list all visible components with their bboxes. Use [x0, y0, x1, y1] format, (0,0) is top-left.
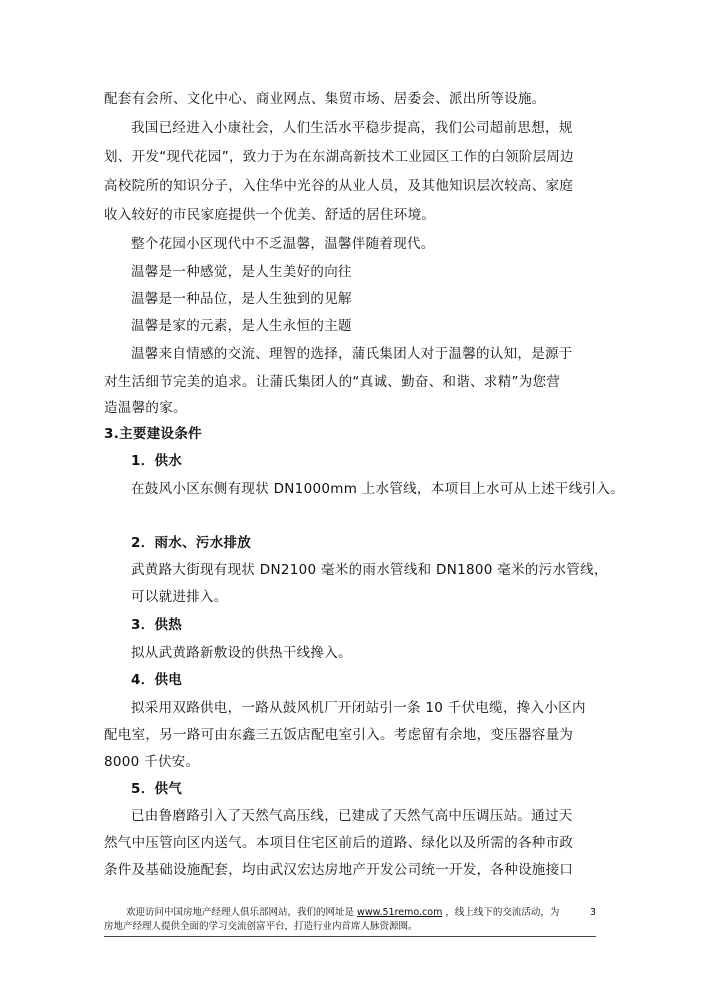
paragraph-line: 收入较好的市民家庭提供一个优美、舒适的居住环境。 [104, 207, 436, 223]
footer-line-2: 房地产经理人提供全面的学习交流创富平台，打造行业内首席人脉资源圈。 [104, 921, 418, 932]
paragraph-line: 温馨是一种品位，是人生独到的见解 [131, 291, 352, 307]
paragraph-line: 温馨来自情感的交流、理智的选择，蒲氏集团人对于温馨的认知，是源于 [131, 346, 573, 362]
paragraph-line: 我国已经进入小康社会，人们生活水平稳步提高，我们公司超前思想，规 [131, 120, 573, 136]
page-number: 3 [589, 907, 596, 918]
paragraph-line: 高校院所的知识分子，入住华中光谷的从业人员，及其他知识层次较高、家庭 [104, 178, 574, 194]
footer-line-1 [104, 906, 596, 919]
paragraph-line: 8000 千伏安。 [104, 754, 200, 770]
paragraph-line: 整个花园小区现代中不乏温馨，温馨伴随着现代。 [131, 236, 435, 252]
section-heading: 3.主要建设条件 [104, 426, 202, 442]
footer-text: 欢迎访问中国房地产经理人俱乐部网站，我们的网址是 [126, 907, 355, 918]
paragraph-line: 可以就进排入。 [131, 589, 228, 605]
subsection-heading: 5．供气 [131, 781, 183, 797]
paragraph-line: 条件及基础设施配套，均由武汉宏达房地产开发公司统一开发，各种设施接口 [104, 862, 574, 878]
paragraph-line: 武黄路大街现有现状 DN2100 毫米的雨水管线和 DN1800 毫米的污水管线， [131, 562, 608, 578]
paragraph-line: 温馨是一种感觉，是人生美好的向往 [131, 264, 352, 280]
paragraph-line: 划、开发“现代花园”，致力于为在东湖高新技术工业园区工作的白领阶层周边 [104, 149, 574, 165]
paragraph-line: 造温馨的家。 [104, 400, 187, 416]
paragraph-line: 对生活细节完美的追求。让蒲氏集团人的“真诚、勤奋、和谐、求精”为您营 [104, 374, 561, 390]
subsection-heading: 1．供水 [131, 453, 183, 469]
paragraph-line: 然气中压管向区内送气。本项目住宅区前后的道路、绿化以及所需的各种市政 [104, 835, 574, 851]
paragraph-line: 拟采用双路供电，一路从鼓风机厂开闭站引一条 10 千伏电缆，搀入小区内 [131, 700, 586, 716]
paragraph-line: 温馨是家的元素，是人生永恒的主题 [131, 318, 352, 334]
footer-text: ，线上线下的交流活动，为 [445, 907, 560, 918]
footer-rule [104, 936, 596, 937]
subsection-heading: 3．供热 [131, 617, 183, 633]
paragraph-line: 拟从武黄路新敷设的供热干线搀入。 [131, 645, 352, 661]
paragraph-line: 配套有会所、文化中心、商业网点、集贸市场、居委会、派出所等设施。 [104, 91, 546, 107]
paragraph-line: 配电室，另一路可由东鑫三五饭店配电室引入。考虑留有余地，变压器容量为 [104, 727, 574, 743]
paragraph-line: 在鼓风小区东侧有现状 DN1000mm 上水管线，本项目上水可从上述干线引入。 [131, 481, 624, 497]
paragraph-line: 已由鲁磨路引入了天然气高压线，已建成了天然气高中压调压站。通过天 [131, 808, 573, 824]
subsection-heading: 4．供电 [131, 672, 183, 688]
subsection-heading: 2．雨水、污水排放 [131, 535, 252, 551]
website-link[interactable]: www.51remo.com [357, 907, 443, 918]
